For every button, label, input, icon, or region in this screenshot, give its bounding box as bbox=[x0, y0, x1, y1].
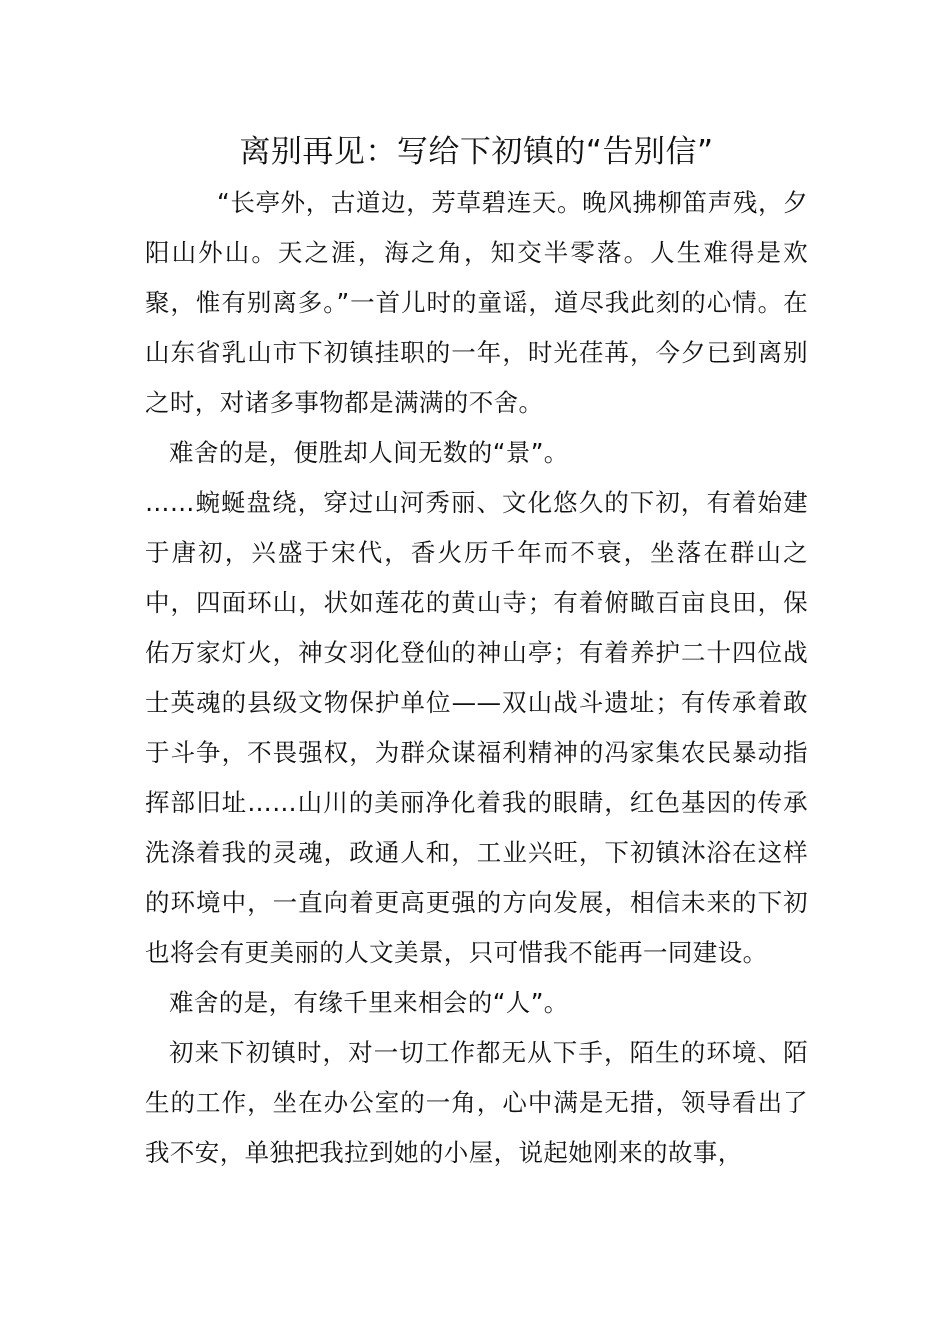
paragraph-scenery: ……蜿蜒盘绕，穿过山河秀丽、文化悠久的下初，有着始建于唐初，兴盛于宋代，香火历千年而不衰，坐落在群山之中，四面环山，状如莲花的黄山寺；有着俯瞰百亩良田，保佑万家灯火，神女羽化登仙的神山亭；有着养护二十四位战士英魂的县级文物保护单位——双山战斗遗址；有传承着敢于斗争，不畏强权，为群众谋福利精神的冯家集农民暴动指挥部旧址……山川的美丽净化着我的眼睛，红色基因的传承洗涤着我的灵魂，政通人和，工业兴旺，下初镇沐浴在这样的环境中，一直向着更高更强的方向发展，相信未来的下初也将会有更美丽的人文美景，只可惜我不能再一同建设。 bbox=[145, 488, 808, 967]
paragraph-people-heading: 难舍的是，有缘千里来相会的“人”。 bbox=[169, 988, 569, 1017]
paragraph-intro: “长亭外，古道边，芳草碧连天。晚风拂柳笛声残，夕阳山外山。天之涯，海之角，知交半零落。人生难得是欢聚，惟有别离多。”一首儿时的童谣，道尽我此刻的心情。在山东省乳山市下初镇挂职的一年，时光荏苒，今夕已到离别之时，对诸多事物都是满满的不舍。 bbox=[145, 188, 808, 417]
paragraph-scenery-heading: 难舍的是，便胜却人间无数的“景”。 bbox=[169, 438, 569, 467]
paragraph-people: 初来下初镇时，对一切工作都无从下手，陌生的环境、陌生的工作，坐在办公室的一角，心中满是无措，领导看出了我不安，单独把我拉到她的小屋，说起她刚来的故事， bbox=[145, 1038, 808, 1167]
document-body bbox=[145, 126, 808, 1178]
document-title: 离别再见：写给下初镇的“告别信” bbox=[239, 134, 714, 170]
